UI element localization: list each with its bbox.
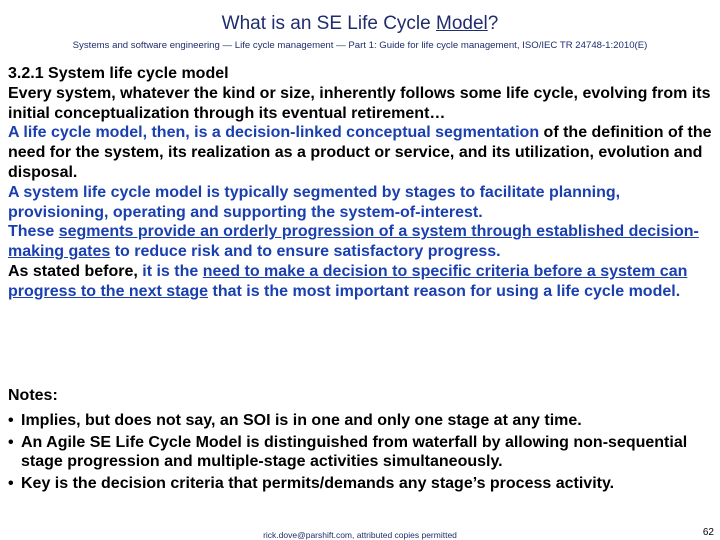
title-pre: What is an SE Life Cycle: [221, 13, 437, 34]
bullet-icon: •: [8, 433, 14, 451]
paragraph-2-highlight: A life cycle model, then, is a decision-linked conceptual segmentation: [8, 124, 540, 142]
section-heading: 3.2.1 System life cycle model: [8, 65, 229, 82]
paragraph-5-underlined: need to make a decision to specific criteria before a system can progress to the next stage: [8, 262, 688, 300]
note-text: Key is the decision criteria that permits/demands any stage’s process activity.: [21, 475, 615, 493]
paragraph-5-start: As stated before,: [8, 262, 143, 280]
title-underlined: Model: [436, 13, 488, 34]
notes-list: [8, 411, 714, 494]
paragraph-5-end: that is the most important reason for using a life cycle model.: [208, 282, 681, 300]
list-item: [8, 433, 714, 473]
title-post: ?: [487, 13, 499, 34]
paragraph-4-start: These: [8, 223, 59, 241]
notes-section: [8, 386, 714, 496]
paragraph-3: A system life cycle model is typically segmented by stages to facilitate planning, provisioning, operating and supporting the system-of-interest.: [8, 183, 621, 221]
note-text: An Agile SE Life Cycle Model is distinguished from waterfall by allowing non-sequential stage progression and multiple-stage activities simultaneously.: [21, 433, 688, 471]
note-text: Implies, but does not say, an SOI is in one and only one stage at any time.: [21, 411, 582, 429]
bullet-icon: •: [8, 411, 14, 429]
paragraph-2: [8, 123, 714, 182]
list-item: [8, 474, 714, 494]
paragraph-5: [8, 262, 714, 302]
paragraph-2-rest: of the definition of the need for the system, its realization as a product or service, and its utilization, evolution and disposal.: [8, 124, 712, 181]
bullet-icon: •: [8, 475, 14, 493]
paragraph-1: Every system, whatever the kind or size, inherently follows some life cycle, evolving from its initial conceptualization through its eventual retirement…: [8, 84, 711, 122]
paragraph-4-end: to reduce risk and to ensure satisfactory progress.: [110, 243, 501, 261]
page-number: 62: [702, 527, 714, 538]
list-item: [8, 411, 714, 431]
slide-title: [0, 13, 720, 35]
paragraph-5-highlight: it is the: [142, 262, 203, 280]
notes-heading: Notes:: [8, 387, 58, 404]
footer-credit: rick.dove@parshift.com, attributed copies permitted: [263, 530, 457, 540]
paragraph-4-underlined: segments provide an orderly progression of a system through established decision-making gates: [8, 223, 699, 261]
slide-subtitle: Systems and software engineering — Life cycle management — Part 1: Guide for life cycle management, ISO/IEC TR 24748-1:2010(E): [72, 40, 648, 51]
paragraph-4: [8, 222, 714, 262]
content-body: [8, 64, 714, 302]
